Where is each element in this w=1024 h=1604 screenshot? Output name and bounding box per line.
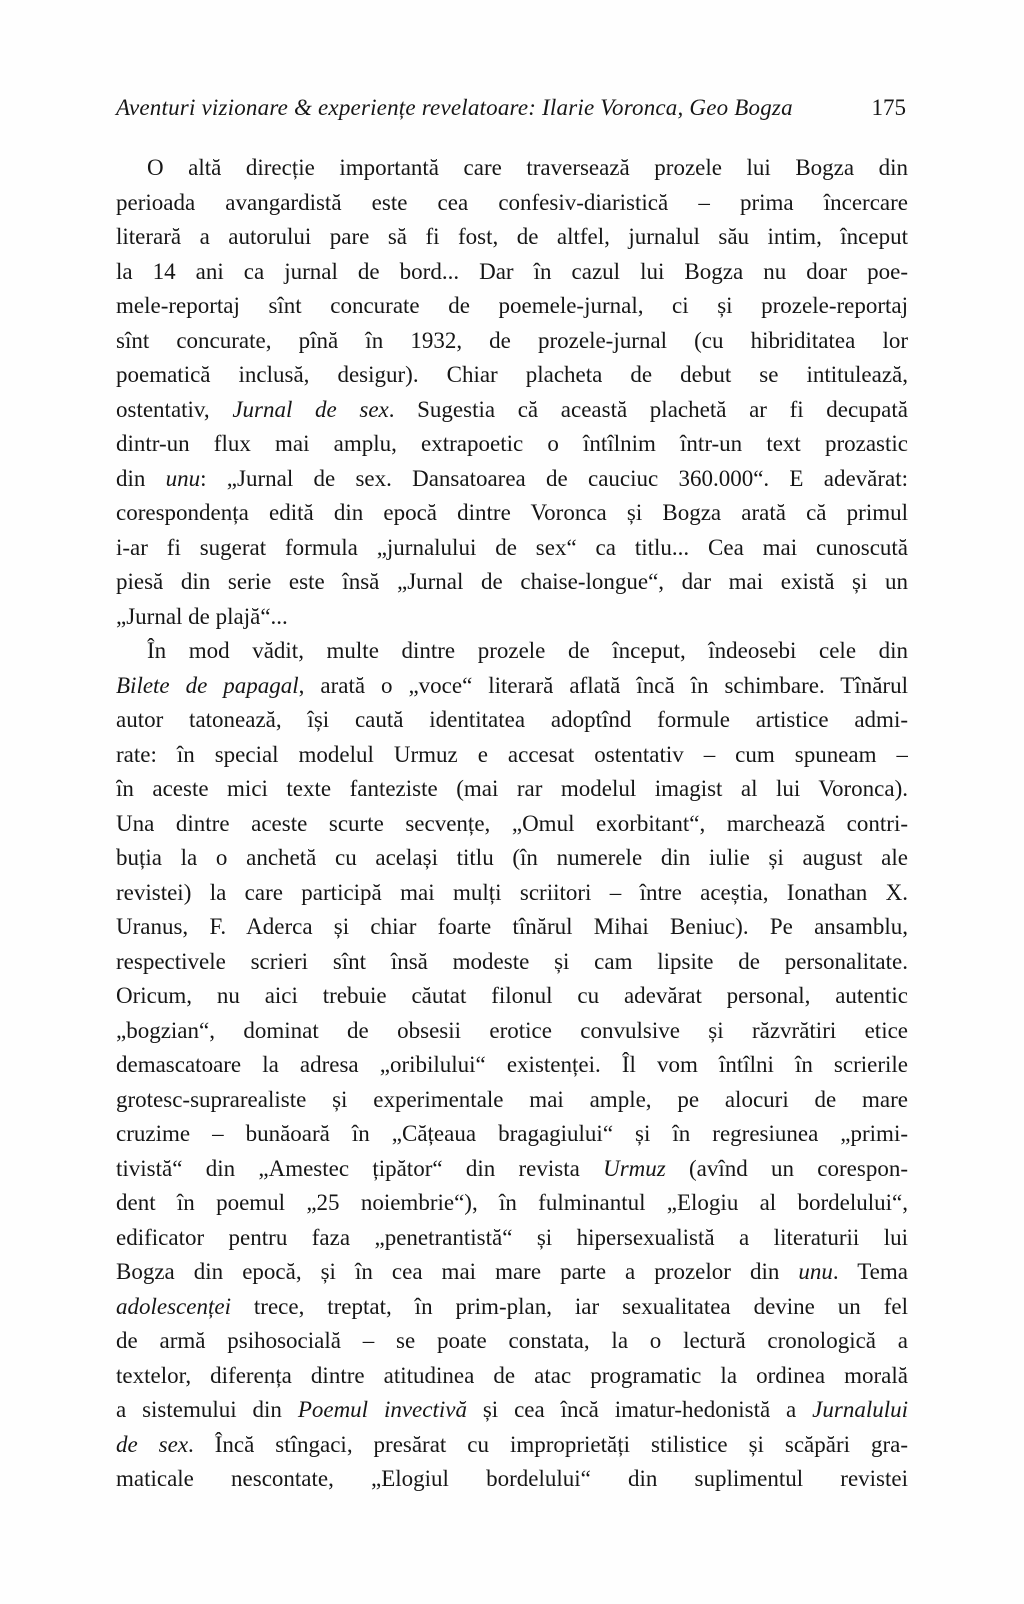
text-line (116, 1048, 908, 1083)
italic-text-run: unu (165, 465, 201, 491)
text-run: autor tatonează, își caută identitatea adoptînd formule artistice admi- (116, 707, 908, 732)
running-header (116, 94, 908, 121)
text-line (116, 841, 908, 876)
text-line (116, 738, 908, 773)
text-line (116, 1462, 908, 1497)
text-run: În mod vădit, multe dintre prozele de început, îndeosebi cele din (147, 638, 908, 663)
running-header-title: Aventuri vizionare & experiențe revelatoare: Ilarie Voronca, Geo Bogza (116, 95, 793, 120)
italic-text-run: Urmuz (603, 1155, 666, 1181)
text-line (116, 393, 908, 428)
text-run: literară a autorului pare să fi fost, de altfel, jurnalul său intim, început (116, 224, 908, 249)
text-line (116, 945, 908, 980)
text-line (116, 876, 908, 911)
text-line (116, 1221, 908, 1256)
italic-text-run: adolescenței (116, 1293, 231, 1319)
text-block (116, 94, 908, 1497)
text-run: buția la o anchetă cu același titlu (în numerele din iulie și august ale (116, 845, 908, 870)
text-line (116, 910, 908, 945)
text-run: i-ar fi sugerat formula „jurnalului de sex“ ca titlu... Cea mai cunoscută (116, 534, 908, 560)
text-run: din (116, 465, 166, 491)
text-run: mele-reportaj sînt concurate de poemele-jurnal, ci și prozele-reportaj (116, 293, 908, 318)
text-line (116, 1290, 908, 1325)
text-run: , arată o „voce“ literară aflată încă în schimbare. Tînărul (298, 672, 908, 698)
text-line (116, 634, 908, 669)
text-line (116, 255, 908, 290)
italic-text-run: unu (798, 1259, 833, 1284)
text-line (116, 289, 908, 324)
text-run: Oricum, nu aici trebuie căutat filonul cu adevărat personal, autentic (116, 983, 908, 1008)
text-run: : „Jurnal de sex. Dansatoarea de cauciuc 360.000“. E adevărat: (200, 465, 908, 491)
paragraph-1 (116, 151, 908, 634)
text-run: edificator pentru faza „penetrantistă“ și hipersexualistă a literaturii lui (116, 1224, 908, 1250)
text-run: „Jurnal de plajă“... (116, 603, 288, 629)
text-line (116, 462, 908, 497)
text-run: rate: în special modelul Urmuz e accesat ostentativ – cum spuneam – (116, 741, 908, 767)
text-run: perioada avangardistă este cea confesiv-diaristică – prima încercare (116, 189, 908, 215)
italic-text-run: Bilete de papagal (116, 672, 299, 698)
text-line (116, 531, 908, 566)
text-run: revistei) la care participă mai mulți scriitori – între aceștia, Ionathan X. (116, 879, 908, 905)
text-run: grotesc-suprarealiste și experimentale mai ample, pe alocuri de mare (116, 1086, 908, 1112)
text-line (116, 807, 908, 842)
text-line (116, 1428, 908, 1463)
text-run: Bogza din epocă, și în cea mai mare parte a prozelor din (116, 1259, 799, 1284)
body-text (116, 151, 908, 1497)
text-line (116, 1255, 908, 1290)
text-run: demascatoare la adresa „oribilului“ existenței. Îl vom întîlni în scrierile (116, 1052, 908, 1077)
text-run: (avînd un corespon- (665, 1155, 908, 1181)
text-run: de armă psihosocială – se poate constata, la o lectură cronologică a (116, 1328, 908, 1353)
text-run: a sistemului din (116, 1397, 298, 1422)
text-run: maticale nescontate, „Elogiul bordelului“ din suplimentul revistei (116, 1466, 908, 1491)
italic-text-run: Poemul invectivă (297, 1397, 467, 1422)
text-run: corespondența edită din epocă dintre Voronca și Bogza arată că primul (116, 500, 908, 525)
italic-text-run: de sex (116, 1431, 189, 1457)
text-line (116, 600, 908, 635)
text-run: sînt concurate, pînă în 1932, de prozele-jurnal (cu hibriditatea lor (116, 327, 908, 353)
italic-text-run: Jurnal de sex (232, 396, 389, 422)
text-line (116, 979, 908, 1014)
text-line (116, 186, 908, 221)
text-line (116, 669, 908, 704)
text-line (116, 1359, 908, 1394)
text-run: textelor, diferența dintre atitudinea de atac programatic la ordinea morală (116, 1362, 908, 1388)
text-run: piesă din serie este însă „Jurnal de chaise-longue“, dar mai există și un (116, 569, 908, 594)
text-run: tivistă“ din „Amestec țipător“ din revista (116, 1155, 604, 1181)
text-run: . Tema (832, 1259, 908, 1284)
text-run: ostentativ, (116, 396, 233, 422)
text-run: dintr-un flux mai amplu, extrapoetic o întîlnim într-un text prozastic (116, 431, 908, 456)
text-line (116, 1324, 908, 1359)
text-run: O altă direcție importantă care traversează prozele lui Bogza din (147, 155, 908, 180)
text-line (116, 1393, 908, 1428)
text-run: . Sugestia că această plachetă ar fi decupată (388, 396, 908, 422)
text-line (116, 1083, 908, 1118)
text-line (116, 703, 908, 738)
text-line (116, 358, 908, 393)
text-line (116, 772, 908, 807)
text-run: și cea încă imatur-hedonistă a (466, 1397, 813, 1422)
text-run: „bogzian“, dominat de obsesii erotice convulsive și răzvrătiri etice (116, 1017, 908, 1043)
text-line (116, 496, 908, 531)
page-number: 175 (871, 95, 906, 120)
text-run: Uranus, F. Aderca și chiar foarte tînărul Mihai Beniuc). Pe ansamblu, (116, 914, 908, 939)
text-line (116, 427, 908, 462)
text-run: cruzime – bunăoară în „Cățeaua bragagiului“ și în regresiunea „primi- (116, 1121, 908, 1146)
text-run: la 14 ani ca jurnal de bord... Dar în cazul lui Bogza nu doar poe- (116, 258, 908, 284)
text-line (116, 565, 908, 600)
text-run: dent în poemul „25 noiembrie“), în fulminantul „Elogiu al bordelului“, (116, 1190, 908, 1215)
text-line (116, 151, 908, 186)
text-run: poematică inclusă, desigur). Chiar placheta de debut se intitulează, (116, 362, 908, 387)
text-run: respectivele scrieri sînt însă modeste și cam lipsite de personalitate. (116, 948, 908, 974)
italic-text-run: Jurnalului (812, 1397, 908, 1422)
text-line (116, 324, 908, 359)
text-run: . Încă stîngaci, presărat cu improprietăți stilistice și scăpări gra- (188, 1431, 908, 1457)
paragraph-2 (116, 634, 908, 1497)
text-line (116, 1117, 908, 1152)
text-run: trece, treptat, în prim-plan, iar sexualitatea devine un fel (230, 1293, 908, 1319)
text-run: în aceste mici texte fanteziste (mai rar modelul imagist al lui Voronca). (116, 776, 908, 801)
text-line (116, 220, 908, 255)
text-run: Una dintre aceste scurte secvențe, „Omul exorbitant“, marchează contri- (116, 810, 908, 836)
text-line (116, 1152, 908, 1187)
text-line (116, 1186, 908, 1221)
text-line (116, 1014, 908, 1049)
